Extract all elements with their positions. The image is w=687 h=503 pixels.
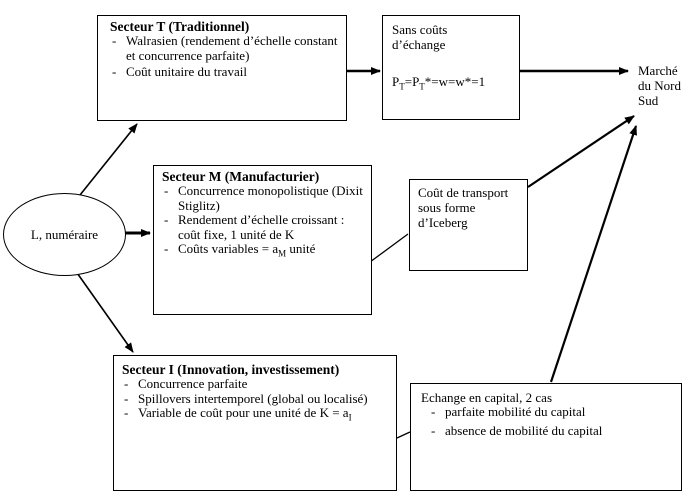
list-item: - Coût unitaire du travail bbox=[110, 65, 340, 80]
arrow-origin-to-sector-i bbox=[75, 270, 133, 352]
market-line-2: du Nord bbox=[638, 78, 681, 93]
list-item: - Concurrence monopolistique (Dixit Stiglitz) bbox=[162, 184, 365, 213]
list-item: - Variable de coût pour une unité de $K = a_I$ bbox=[122, 406, 390, 425]
list-item: - absence de mobilité du capital bbox=[429, 424, 677, 439]
market-line-3: Sud bbox=[638, 93, 659, 108]
market-label bbox=[638, 63, 681, 108]
capital-list bbox=[429, 405, 677, 438]
sector-m-list bbox=[162, 184, 365, 261]
sector-m-title: Secteur M (Manufacturier) bbox=[162, 169, 320, 184]
market-line-1: Marché bbox=[638, 63, 678, 78]
transport-text: Coût de transport sous forme d’Iceberg bbox=[418, 185, 509, 230]
list-item: - Spillovers intertemporel (global ou localisé) bbox=[122, 392, 390, 407]
list-item: - Coûts variables = $a_M$ unité bbox=[162, 242, 365, 261]
sector-t-title: Secteur T (Traditionnel) bbox=[110, 19, 250, 34]
list-item: - Rendement d’échelle croissant : coût fixe, 1 unité de K bbox=[162, 213, 365, 242]
no-cost-line-2: d’échange bbox=[392, 37, 446, 52]
sector-t-list bbox=[110, 34, 340, 80]
sector-i-title: Secteur I (Innovation, investissement) bbox=[122, 362, 340, 377]
no-cost-line-1: Sans coûts bbox=[392, 22, 448, 37]
sector-t-box bbox=[97, 15, 347, 121]
arrow-capital-to-market bbox=[551, 126, 636, 382]
arrow-transport-to-market bbox=[528, 116, 634, 187]
no-cost-equation: $P_T=P_T*=w=w*=1$ bbox=[392, 74, 486, 92]
list-item: - Concurrence parfaite bbox=[122, 377, 390, 392]
sector-i-box bbox=[113, 355, 397, 491]
line-sector-i-to-capital bbox=[397, 432, 410, 438]
capital-box bbox=[410, 383, 682, 491]
line-sector-m-to-transport bbox=[370, 234, 408, 262]
list-item: - parfaite mobilité du capital bbox=[429, 405, 677, 420]
list-item: - Walrasien (rendement d’échelle constant et concurrence parfaite) bbox=[110, 34, 340, 63]
origin-node bbox=[3, 193, 126, 276]
no-cost-box bbox=[382, 15, 520, 120]
transport-box bbox=[409, 179, 528, 271]
sector-m-box bbox=[153, 165, 372, 315]
sector-i-list bbox=[122, 377, 390, 425]
capital-title: Echange en capital, 2 cas bbox=[421, 390, 553, 405]
arrow-origin-to-sector-t bbox=[80, 124, 137, 195]
origin-label: L, numéraire bbox=[30, 226, 99, 242]
